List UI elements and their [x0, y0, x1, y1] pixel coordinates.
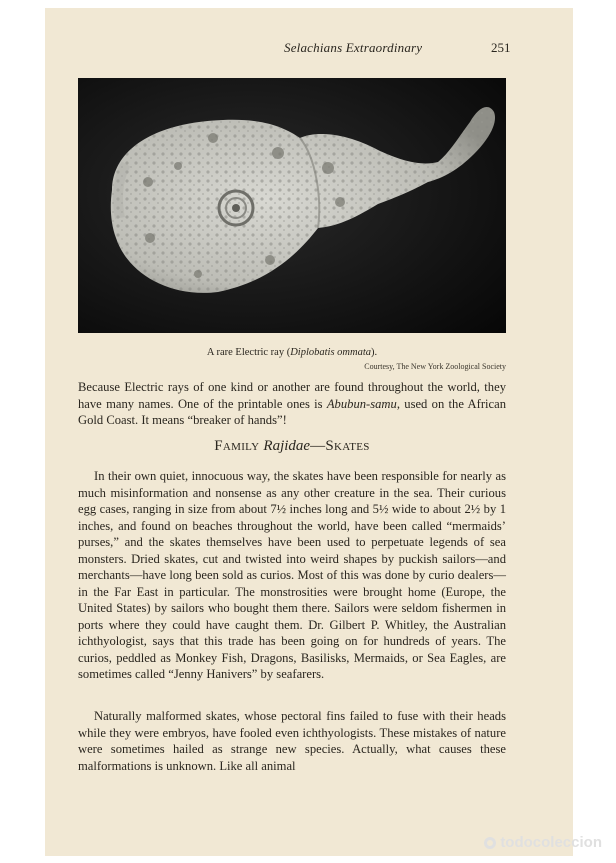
watermark	[484, 834, 602, 851]
photo-credit: Courtesy, The New York Zoological Society	[364, 362, 506, 371]
paragraph1-italic-word: Abubun-samu	[326, 396, 397, 411]
paragraph1-text-a: Because Electric rays of one kind or another are found throughout the world, they have many names. One of the printable ones is	[78, 380, 506, 411]
figure-caption	[78, 347, 506, 358]
running-header-title: Selachians Extraordinary	[284, 40, 423, 55]
heading-prefix: Family	[214, 438, 264, 454]
heading-family-name: Rajidae	[263, 438, 311, 454]
watermark-logo-icon	[484, 837, 496, 849]
electric-ray-illustration	[78, 78, 506, 333]
paragraph-skates: In their own quiet, innocuous way, the skates have been responsible for nearly as much misinformation and nonsense as any other creature in the sea. Their curious egg cases, ranging in size from about 7½ inches long and 5½ wide to about 2½ by 1 inches, and found on beaches throughout the world, have been called “mermaids’ purses,” and the skates themselves have been used to perpetuate legends of sea monsters. Dried skates, cut and twisted into weird shapes by puckish sailors—and merchants—have long been sold as curios. Most of this was done by curio dealers—in the Far East in particular. The monstrosities were brought home (Europe, the United States) by sailors who bought them there. Sailors were seldom fishermen in ports where they could have caught them. Dr. Gilbert P. Whitley, the Australian ichthyologist, says that this trade has been going on for hundreds of years. The curios, peddled as Monkey Fish, Dragons, Basilisks, Mermaids, or Sea Eagles, are sometimes called “Jenny Hanivers” by seafarers.	[78, 469, 506, 681]
paragraph1-text-b: , used on the African Gold Coast. It means “breaker of hands”!	[78, 396, 506, 427]
page-number: 251	[491, 40, 511, 55]
section-heading	[78, 438, 506, 455]
electric-ray-photo	[78, 78, 506, 333]
caption-species: Diplobatis ommata	[290, 347, 372, 358]
caption-tail: ).	[371, 347, 378, 358]
paragraph-electric-rays	[78, 379, 506, 429]
heading-suffix: —Skates	[310, 438, 370, 454]
paragraph-malformed-skates: Naturally malformed skates, whose pectoral fins failed to fuse with their heads while they were embryos, have fooled even ichthyologists. These mistakes of nature were sometimes hailed as strange new species. Actually, what causes these malformations is unknown. Like all animal	[78, 709, 506, 773]
watermark-text: todocoleccion	[500, 834, 602, 851]
caption-lead: A rare Electric ray (	[206, 347, 291, 358]
